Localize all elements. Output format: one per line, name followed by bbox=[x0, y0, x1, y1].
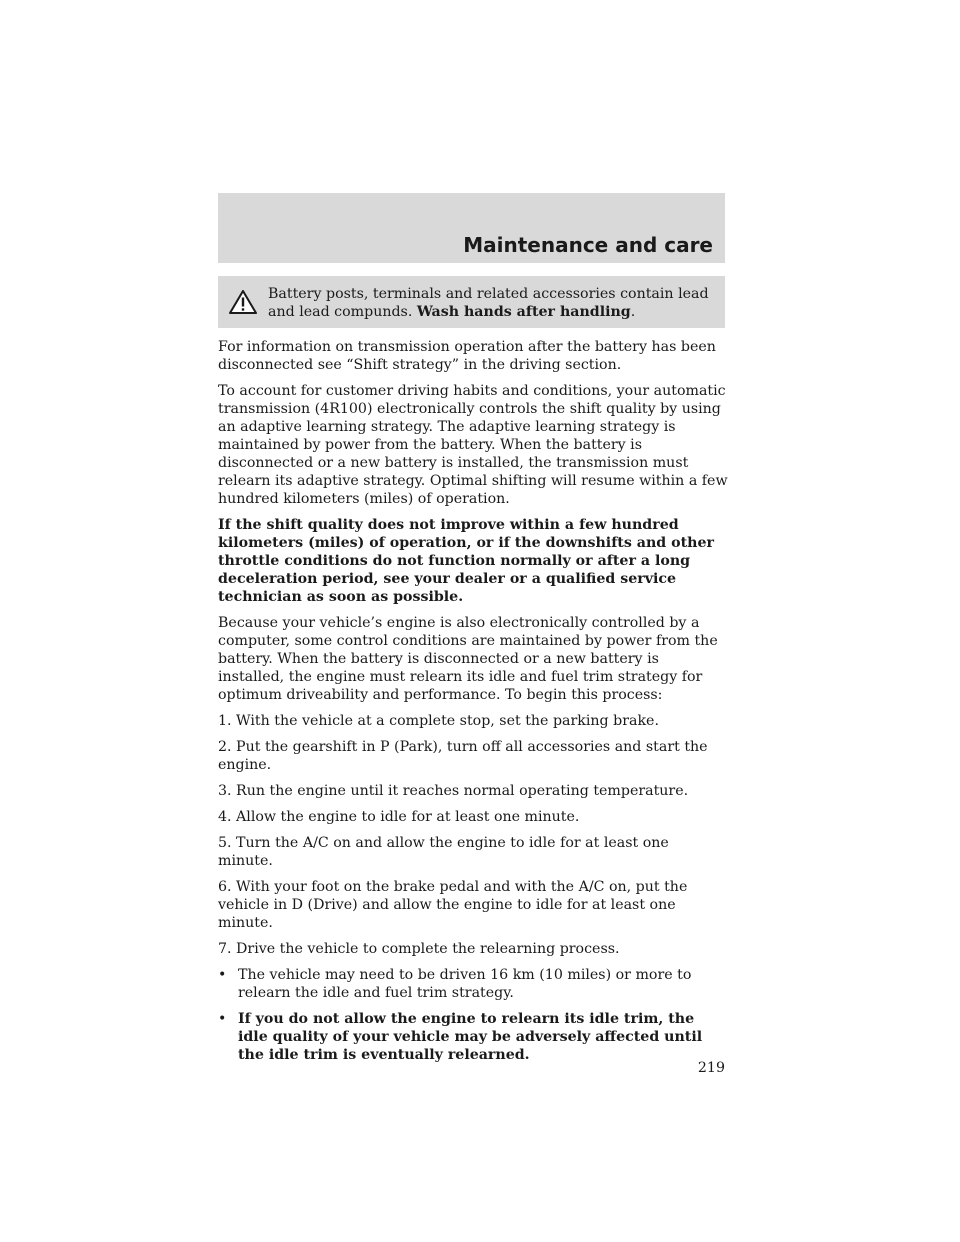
warning-emphasis: Wash hands after handling bbox=[416, 304, 631, 320]
bullet-text: If you do not allow the engine to relearn its idle trim, the idle quality of your vehicle may be adversely affected until the idle trim is eventually relearned. bbox=[238, 1011, 703, 1063]
paragraph-transmission-info: For information on transmission operation after the battery has been disconnected see “Shift strategy” in the driving section. bbox=[218, 339, 716, 373]
section-title: Maintenance and care bbox=[463, 233, 713, 257]
main-content bbox=[218, 338, 728, 1072]
step-item: 6. With your foot on the brake pedal and with the A/C on, put the vehicle in D (Drive) and allow the engine to idle for at least one minute. bbox=[218, 879, 688, 931]
warning-box bbox=[218, 276, 725, 328]
step-item: 2. Put the gearshift in P (Park), turn off all accessories and start the engine. bbox=[218, 739, 708, 773]
warning-triangle-icon bbox=[228, 289, 258, 315]
step-item: 3. Run the engine until it reaches normal operating temperature. bbox=[218, 783, 689, 799]
bullet-item bbox=[218, 966, 728, 1002]
step-item: 1. With the vehicle at a complete stop, set the parking brake. bbox=[218, 713, 659, 729]
step-item: 4. Allow the engine to idle for at least one minute. bbox=[218, 809, 580, 825]
page-number: 219 bbox=[697, 1060, 725, 1076]
warning-text bbox=[268, 285, 720, 321]
warning-tail: . bbox=[630, 304, 636, 320]
paragraph-adaptive-learning: To account for customer driving habits and conditions, your automatic transmission (4R100) electronically controls the shift quality by using an adaptive learning strategy. The adaptive learning strategy is maintained by power from the battery. When the battery is disconnected or a new battery is installed, the transmission must relearn its adaptive strategy. Optimal shifting will resume within a few hundred kilometers (miles) of operation. bbox=[218, 383, 728, 507]
step-item: 5. Turn the A/C on and allow the engine to idle for at least one minute. bbox=[218, 835, 669, 869]
bullet-text: The vehicle may need to be driven 16 km (10 miles) or more to relearn the idle and fuel trim strategy. bbox=[238, 967, 692, 1001]
bullet-dot: • bbox=[218, 1011, 227, 1027]
paragraph-engine-relearn: Because your vehicle’s engine is also electronically controlled by a computer, some control conditions are maintained by power from the battery. When the battery is disconnected or a new battery is installed, the engine must relearn its idle and fuel trim strategy for optimum driveability and performance. To begin this process: bbox=[218, 615, 718, 703]
step-item: 7. Drive the vehicle to complete the relearning process. bbox=[218, 941, 620, 957]
section-header bbox=[218, 193, 725, 263]
bullet-dot: • bbox=[218, 967, 227, 983]
paragraph-shift-quality-warning: If the shift quality does not improve within a few hundred kilometers (miles) of operation, or if the downshifts and other throttle conditions do not function normally or after a long deceleration period, see your dealer or a qualified service technician as soon as possible. bbox=[218, 517, 714, 605]
warning-body: Battery posts, terminals and related accessories contain lead and lead compunds. bbox=[268, 286, 709, 320]
bullet-item bbox=[218, 1010, 728, 1064]
